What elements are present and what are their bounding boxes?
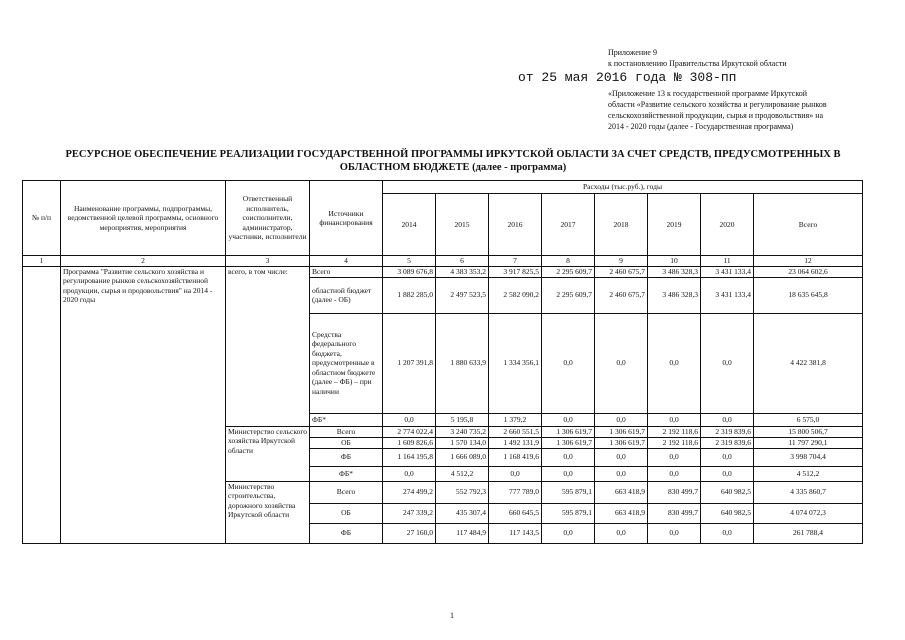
- source-cell: Всего: [310, 426, 383, 437]
- value-cell: 0,0: [595, 448, 648, 466]
- value-cell: 3 240 735,2: [436, 426, 489, 437]
- value-cell: 1 168 419,6: [489, 448, 542, 466]
- col-number: 1: [23, 256, 61, 267]
- responsible-cell: Министерство сельского хозяйства Иркутской области: [226, 426, 310, 481]
- header-year: 2017: [542, 194, 595, 256]
- resource-table: [22, 180, 863, 544]
- source-cell: ФБ: [310, 448, 383, 466]
- value-cell: 595 879,1: [542, 503, 595, 523]
- value-cell: 830 499,7: [648, 503, 701, 523]
- value-cell: 4 383 353,2: [436, 266, 489, 277]
- value-cell: 2 295 609,7: [542, 266, 595, 277]
- value-cell: 2 319 839,6: [701, 426, 754, 437]
- program-name: Программа "Развитие сельского хозяйства и регулирование рынков сельскохозяйственной продукции, сырья и продовольствия" на 2014 - 2020 годы: [61, 266, 226, 543]
- value-cell: 3 917 825,5: [489, 266, 542, 277]
- value-cell: 1 306 619,7: [542, 426, 595, 437]
- value-cell: 0,0: [542, 448, 595, 466]
- value-cell: 2 582 090,2: [489, 277, 542, 313]
- header-num: № п/п: [23, 181, 61, 256]
- header-year: 2015: [436, 194, 489, 256]
- value-cell: 3 431 133,4: [701, 266, 754, 277]
- header-year: 2016: [489, 194, 542, 256]
- program-annex-line: области «Развитие сельского хозяйства и регулирование рынков: [608, 100, 827, 109]
- decree-ref: к постановлению Правительства Иркутской области: [608, 59, 787, 68]
- total-cell: 261 788,4: [754, 523, 863, 543]
- value-cell: 2 660 551,5: [489, 426, 542, 437]
- col-number: 7: [489, 256, 542, 267]
- header-name: Наименование программы, подпрограммы, ведомственной целевой программы, основного мероприятия, мероприятия: [61, 181, 226, 256]
- header-source: Источники финансирования: [310, 181, 383, 256]
- source-cell: Средства федерального бюджета, предусмотренные в областном бюджете (далее – ФБ) – при наличии: [310, 313, 383, 413]
- col-number: 8: [542, 256, 595, 267]
- header-total: Всего: [754, 194, 863, 256]
- value-cell: 0,0: [383, 413, 436, 426]
- value-cell: 0,0: [595, 313, 648, 413]
- value-cell: 1 666 089,0: [436, 448, 489, 466]
- source-cell: ОБ: [310, 503, 383, 523]
- value-cell: 274 499,2: [383, 481, 436, 503]
- value-cell: 2 460 675,7: [595, 277, 648, 313]
- value-cell: 595 879,1: [542, 481, 595, 503]
- program-annex-line: сельскохозяйственной продукции, сырья и продовольствия» на: [608, 111, 824, 120]
- value-cell: 0,0: [595, 466, 648, 481]
- source-cell: ОБ: [310, 437, 383, 448]
- value-cell: 0,0: [542, 466, 595, 481]
- source-cell: ФБ: [310, 523, 383, 543]
- value-cell: 0,0: [648, 523, 701, 543]
- value-cell: 2 319 839,6: [701, 437, 754, 448]
- value-cell: 1 306 619,7: [595, 437, 648, 448]
- value-cell: 0,0: [542, 413, 595, 426]
- value-cell: 1 306 619,7: [542, 437, 595, 448]
- value-cell: 117 143,5: [489, 523, 542, 543]
- header-year: 2014: [383, 194, 436, 256]
- col-number: 6: [436, 256, 489, 267]
- table-row: [23, 266, 863, 277]
- total-cell: 4 335 860,7: [754, 481, 863, 503]
- value-cell: 663 418,9: [595, 503, 648, 523]
- row-num-cell: [23, 266, 61, 543]
- col-number: 12: [754, 256, 863, 267]
- annex-label: Приложение 9: [608, 48, 657, 57]
- value-cell: 247 339,2: [383, 503, 436, 523]
- total-cell: 4 074 072,3: [754, 503, 863, 523]
- value-cell: 3 089 676,8: [383, 266, 436, 277]
- value-cell: 0,0: [701, 523, 754, 543]
- value-cell: 830 499,7: [648, 481, 701, 503]
- value-cell: 2 460 675,7: [595, 266, 648, 277]
- total-cell: 3 998 704,4: [754, 448, 863, 466]
- value-cell: 0,0: [648, 313, 701, 413]
- value-cell: 640 982,5: [701, 481, 754, 503]
- value-cell: 1 492 131,9: [489, 437, 542, 448]
- source-cell: Всего: [310, 481, 383, 503]
- col-number: 4: [310, 256, 383, 267]
- decree-date-number: от 25 мая 2016 года № 308-пп: [518, 70, 737, 85]
- value-cell: 777 789,0: [489, 481, 542, 503]
- responsible-cell: Министерство строительства, дорожного хозяйства Иркутской области: [226, 481, 310, 543]
- value-cell: 1 207 391,8: [383, 313, 436, 413]
- header-responsible: Ответственный исполнитель, соисполнители, администратор, участники, исполнители: [226, 181, 310, 256]
- value-cell: 0,0: [489, 466, 542, 481]
- value-cell: 0,0: [701, 466, 754, 481]
- value-cell: 117 484,9: [436, 523, 489, 543]
- total-cell: 15 800 506,7: [754, 426, 863, 437]
- value-cell: 0,0: [542, 523, 595, 543]
- col-number: 10: [648, 256, 701, 267]
- value-cell: 27 160,0: [383, 523, 436, 543]
- header-year: 2019: [648, 194, 701, 256]
- total-cell: 18 635 645,8: [754, 277, 863, 313]
- responsible-cell: всего, в том числе:: [226, 266, 310, 426]
- value-cell: 1 880 633,9: [436, 313, 489, 413]
- value-cell: 3 431 133,4: [701, 277, 754, 313]
- col-number: 5: [383, 256, 436, 267]
- value-cell: 2 192 118,6: [648, 437, 701, 448]
- value-cell: 2 774 022,4: [383, 426, 436, 437]
- title-line: ОБЛАСТНОМ БЮДЖЕТЕ (далее - программа): [339, 162, 567, 173]
- value-cell: 1 306 619,7: [595, 426, 648, 437]
- value-cell: 1 334 356,1: [489, 313, 542, 413]
- value-cell: 0,0: [701, 448, 754, 466]
- page-number: 1: [450, 611, 454, 620]
- value-cell: 0,0: [595, 523, 648, 543]
- header-year: 2018: [595, 194, 648, 256]
- source-cell: областной бюджет (далее - ОБ): [310, 277, 383, 313]
- value-cell: 435 307,4: [436, 503, 489, 523]
- value-cell: 1 164 195,8: [383, 448, 436, 466]
- total-cell: 4 512,2: [754, 466, 863, 481]
- value-cell: 663 418,9: [595, 481, 648, 503]
- value-cell: 640 982,5: [701, 503, 754, 523]
- total-cell: 4 422 381,8: [754, 313, 863, 413]
- value-cell: 3 486 328,3: [648, 277, 701, 313]
- value-cell: 0,0: [648, 413, 701, 426]
- col-number: 11: [701, 256, 754, 267]
- value-cell: 1 609 826,6: [383, 437, 436, 448]
- value-cell: 660 645,5: [489, 503, 542, 523]
- value-cell: 0,0: [701, 313, 754, 413]
- value-cell: 0,0: [701, 413, 754, 426]
- value-cell: 0,0: [595, 413, 648, 426]
- value-cell: 1 379,2: [489, 413, 542, 426]
- value-cell: 1 570 134,0: [436, 437, 489, 448]
- value-cell: 0,0: [542, 313, 595, 413]
- value-cell: 2 192 118,6: [648, 426, 701, 437]
- value-cell: 2 295 609,7: [542, 277, 595, 313]
- source-cell: Всего: [310, 266, 383, 277]
- header-expenses: Расходы (тыс.руб.), годы: [383, 181, 863, 194]
- source-cell: ФБ*: [310, 413, 383, 426]
- value-cell: 4 512,2: [436, 466, 489, 481]
- value-cell: 0,0: [648, 466, 701, 481]
- value-cell: 1 882 285,0: [383, 277, 436, 313]
- total-cell: 6 575,0: [754, 413, 863, 426]
- value-cell: 0,0: [648, 448, 701, 466]
- total-cell: 11 797 290,1: [754, 437, 863, 448]
- col-number: 2: [61, 256, 226, 267]
- header-year: 2020: [701, 194, 754, 256]
- program-annex-line: «Приложение 13 к государственной программе Иркутской: [608, 89, 808, 98]
- total-cell: 23 064 602,6: [754, 266, 863, 277]
- value-cell: 2 497 523,5: [436, 277, 489, 313]
- col-number: 9: [595, 256, 648, 267]
- value-cell: 5 195,8: [436, 413, 489, 426]
- col-number: 3: [226, 256, 310, 267]
- source-cell: ФБ*: [310, 466, 383, 481]
- value-cell: 0,0: [383, 466, 436, 481]
- value-cell: 3 486 328,3: [648, 266, 701, 277]
- title-line: РЕСУРСНОЕ ОБЕСПЕЧЕНИЕ РЕАЛИЗАЦИИ ГОСУДАРСТВЕННОЙ ПРОГРАММЫ ИРКУТСКОЙ ОБЛАСТИ ЗА СЧЕТ СРЕДСТВ, ПРЕДУСМОТРЕННЫХ В: [65, 149, 841, 160]
- document-title: [40, 148, 866, 174]
- value-cell: 552 792,3: [436, 481, 489, 503]
- program-annex-line: 2014 - 2020 годы (далее - Государственная программа): [608, 122, 794, 131]
